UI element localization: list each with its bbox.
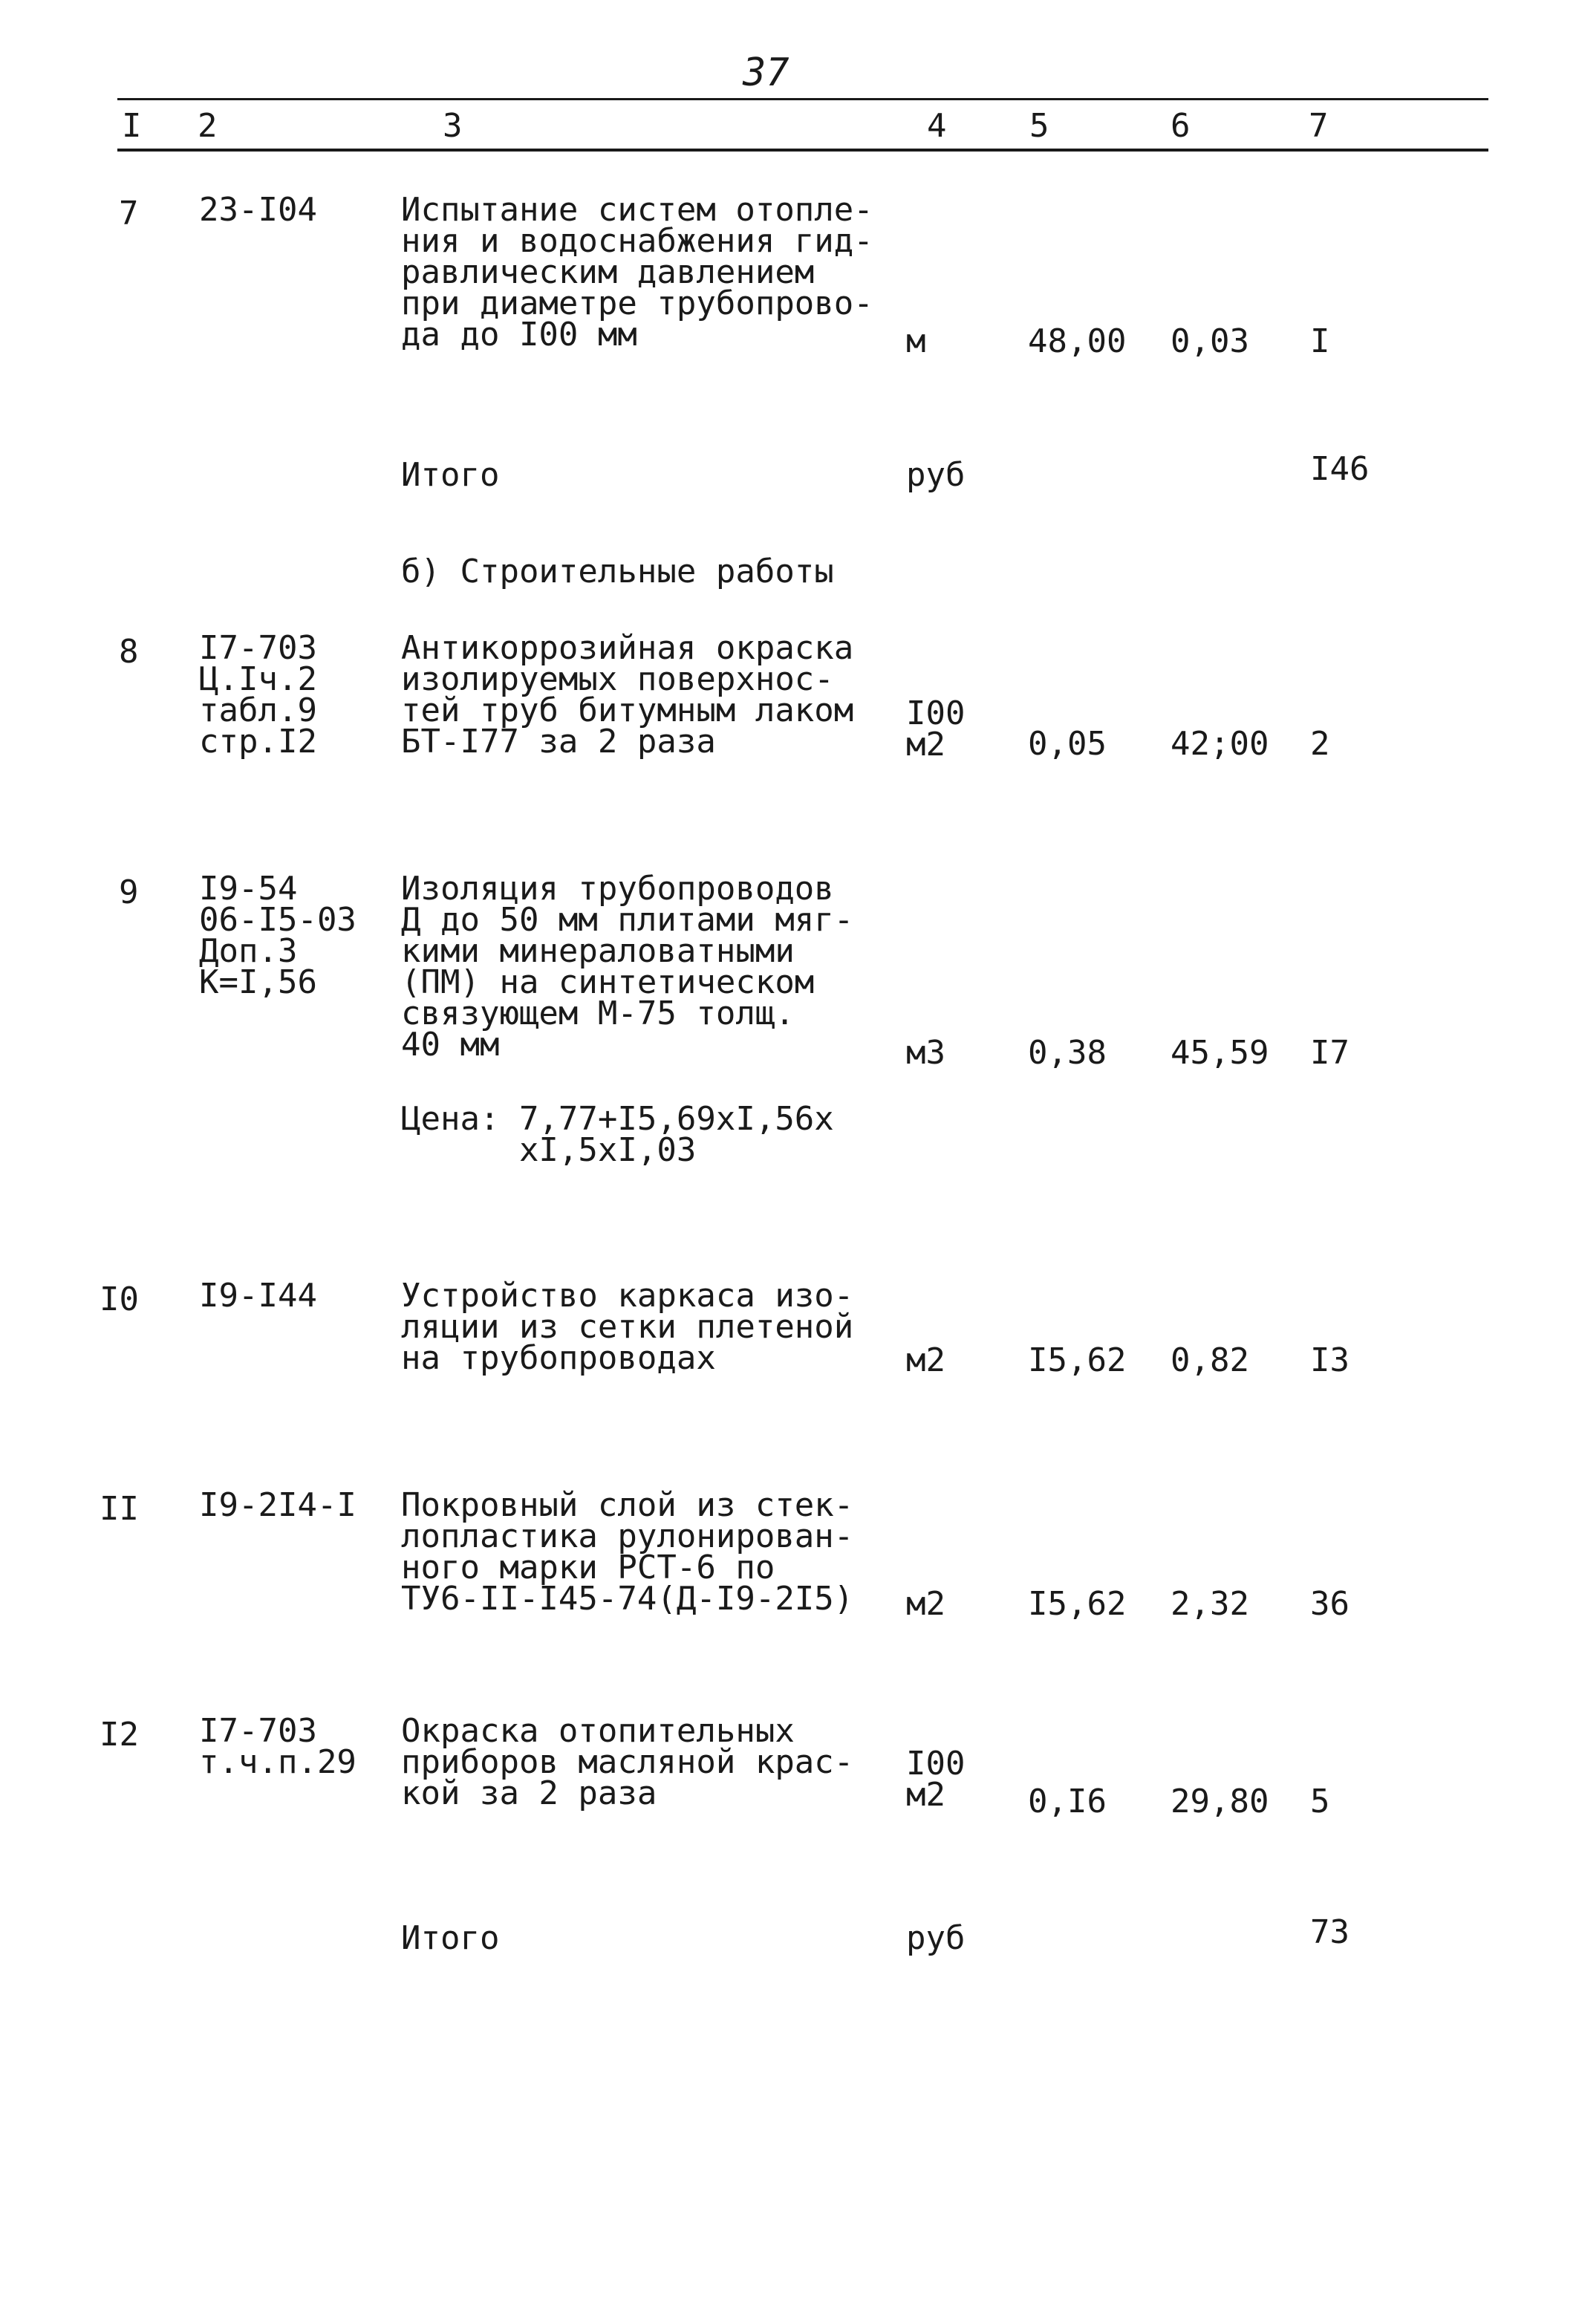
row-code: I9-2I4-I	[199, 1486, 357, 1524]
row-unit: I00 м2	[906, 1745, 966, 1814]
row-price: 0,03	[1171, 322, 1249, 360]
row-quantity: I5,62	[1028, 1585, 1127, 1623]
row-number: II	[100, 1490, 139, 1528]
row-number: I2	[100, 1716, 139, 1754]
subtotal-total: I46	[1310, 450, 1370, 488]
row-description: Покровный слой из стек- лопластика рулонирован- ного марки РСТ-6 по ТУ6-II-I45-74(Д-I9-2I5)	[401, 1486, 854, 1618]
column-header-3: 3	[443, 107, 463, 145]
row-unit: м3	[906, 1034, 945, 1072]
header-bottom-rule	[117, 149, 1488, 152]
column-header-6: 6	[1171, 107, 1191, 145]
row-unit: I00 м2	[906, 694, 966, 764]
row-price: 42;00	[1171, 725, 1269, 763]
page-number: 37	[743, 51, 790, 95]
row-code: I7-703 Ц.Iч.2 табл.9 стр.I2	[199, 629, 317, 761]
row-quantity: 48,00	[1028, 322, 1127, 360]
subtotal-label: Итого	[401, 456, 500, 494]
column-header-4: 4	[927, 107, 947, 145]
row-number: 9	[119, 873, 139, 911]
subtotal-unit: руб	[906, 456, 966, 494]
row-quantity: 0,38	[1028, 1034, 1107, 1072]
column-header-5: 5	[1029, 107, 1049, 145]
row-total: I7	[1310, 1034, 1350, 1072]
row-code: I7-703 т.ч.п.29	[199, 1712, 357, 1781]
row-description: Испытание систем отопле- ния и водоснабжения гид- равлическим давлением при диаметре трубопрово- да до I00 мм	[401, 191, 873, 354]
row-quantity: 0,05	[1028, 725, 1107, 763]
row-price: 29,80	[1171, 1783, 1269, 1820]
row-unit: м2	[906, 1585, 945, 1623]
row-unit: м	[906, 322, 926, 360]
row-code: I9-I44	[199, 1277, 317, 1315]
row-total: 36	[1310, 1585, 1350, 1623]
row-price-note: Цена: 7,77+I5,69хI,56х хI,5хI,03	[401, 1100, 834, 1169]
row-total: 2	[1310, 725, 1330, 763]
row-number: I0	[100, 1280, 139, 1318]
row-description: Изоляция трубопроводов Д до 50 мм плитами мяг- кими минераловатными (ПМ) на синтетическом связующем М-75 толщ. 40 мм	[401, 870, 854, 1064]
row-number: 8	[119, 633, 139, 671]
subtotal-total: 73	[1310, 1913, 1350, 1951]
row-price: 0,82	[1171, 1341, 1249, 1379]
row-quantity: I5,62	[1028, 1341, 1127, 1379]
column-header-1: I	[122, 107, 142, 145]
row-description: Окраска отопительных приборов масляной крас- кой за 2 раза	[401, 1712, 854, 1812]
row-quantity: 0,I6	[1028, 1783, 1107, 1820]
section-heading: б) Строительные работы	[401, 553, 834, 590]
row-code: 23-I04	[199, 191, 317, 229]
header-top-rule	[117, 98, 1488, 100]
row-code: I9-54 06-I5-03 Доп.3 К=I,56	[199, 870, 357, 1001]
subtotal-label: Итого	[401, 1919, 500, 1957]
row-price: 45,59	[1171, 1034, 1269, 1072]
row-description: Антикоррозийная окраска изолируемых поверхнос- тей труб битумным лаком БТ-I77 за 2 раза	[401, 629, 854, 761]
subtotal-unit: руб	[906, 1919, 966, 1957]
row-total: 5	[1310, 1783, 1330, 1820]
row-description: Устройство каркаса изо- ляции из сетки плетеной на трубопроводах	[401, 1277, 854, 1377]
row-unit: м2	[906, 1341, 945, 1379]
row-number: 7	[119, 195, 139, 232]
row-total: I3	[1310, 1341, 1350, 1379]
column-header-7: 7	[1309, 107, 1329, 145]
row-price: 2,32	[1171, 1585, 1249, 1623]
row-total: I	[1310, 322, 1330, 360]
column-header-2: 2	[198, 107, 218, 145]
